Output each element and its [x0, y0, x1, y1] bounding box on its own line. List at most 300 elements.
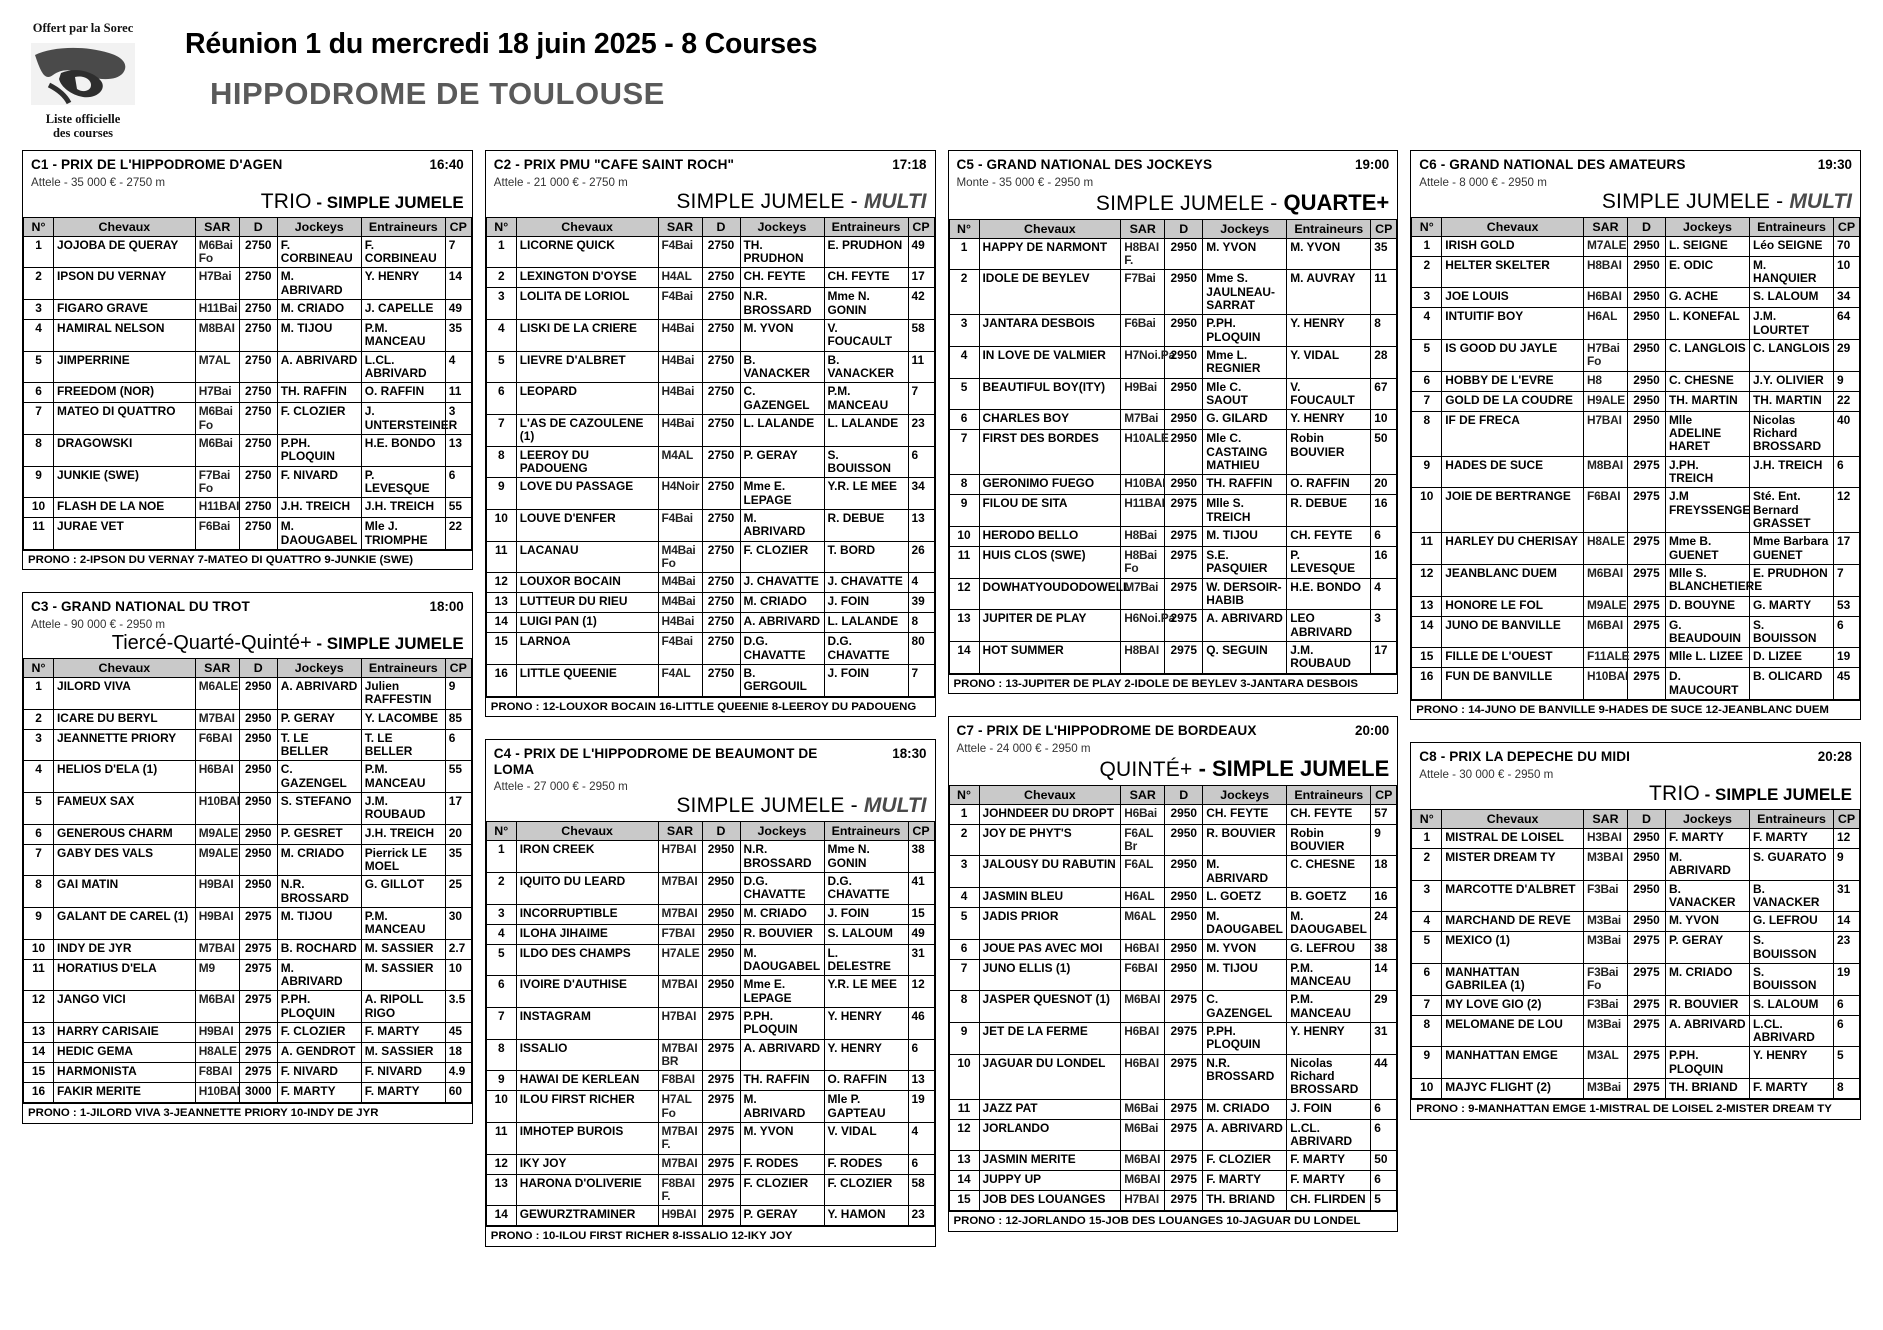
runner-jockey: F. CLOZIER	[740, 1174, 824, 1206]
table-row[interactable]	[949, 270, 1397, 315]
runner-horse: MANHATTAN GABRILEA (1)	[1442, 964, 1584, 996]
table-row[interactable]	[949, 939, 1397, 959]
table-row[interactable]	[949, 430, 1397, 475]
runner-horse: JOHNDEER DU DROPT	[979, 804, 1121, 824]
runner-horse: HONORE LE FOL	[1442, 596, 1584, 616]
table-row[interactable]	[949, 959, 1397, 991]
runner-trainer: J. FOIN	[824, 593, 908, 613]
runner-sar: H6BAI	[1121, 939, 1165, 959]
table-row[interactable]	[24, 908, 472, 940]
runner-cp: 55	[445, 498, 471, 518]
table-row[interactable]	[1412, 256, 1860, 288]
table-row[interactable]	[24, 1043, 472, 1063]
col-header-jockey: Jockeys	[740, 822, 824, 841]
table-row[interactable]	[486, 383, 934, 415]
table-row[interactable]	[24, 351, 472, 383]
table-row[interactable]	[486, 268, 934, 288]
col-header-cp: CP	[445, 659, 471, 678]
runner-cp: 34	[1834, 288, 1860, 308]
col-header-number: N°	[949, 785, 979, 804]
runner-trainer: D. LIZEE	[1750, 648, 1834, 668]
runner-distance: 2975	[1628, 564, 1666, 596]
table-row[interactable]	[949, 315, 1397, 347]
race-card	[22, 592, 473, 1123]
runner-sar: H11Bai	[195, 299, 239, 319]
col-header-distance: D	[1628, 810, 1666, 829]
table-row[interactable]	[24, 299, 472, 319]
runner-jockey: B. GERGOUIL	[740, 664, 824, 696]
table-row[interactable]	[486, 573, 934, 593]
runner-distance: 2975	[702, 1008, 740, 1040]
table-row[interactable]	[486, 478, 934, 510]
table-row[interactable]	[1412, 648, 1860, 668]
runner-cp: 18	[1371, 856, 1397, 888]
table-row[interactable]	[1412, 964, 1860, 996]
runner-number: 8	[1412, 1015, 1442, 1047]
table-row[interactable]	[486, 841, 934, 873]
runner-distance: 2975	[1628, 488, 1666, 533]
runner-trainer: B. GOETZ	[1287, 888, 1371, 908]
runner-number: 10	[486, 1091, 516, 1123]
runner-cp: 41	[908, 873, 934, 905]
runner-sar: H8Bai Fo	[1121, 546, 1165, 578]
runner-distance: 2975	[1165, 1023, 1203, 1055]
table-row[interactable]	[24, 268, 472, 300]
table-row[interactable]	[24, 959, 472, 991]
runner-sar: M4Bai Fo	[658, 541, 702, 573]
runner-number: 6	[486, 976, 516, 1008]
runner-sar: H6Noi.Pa	[1121, 610, 1165, 642]
race-header	[1411, 151, 1860, 189]
runner-jockey: J.H. TREICH	[277, 498, 361, 518]
runner-cp: 3	[445, 403, 471, 435]
table-row[interactable]	[24, 939, 472, 959]
table-row[interactable]	[1412, 995, 1860, 1015]
runner-trainer: J. UNTERSTEINER	[361, 403, 445, 435]
table-row[interactable]	[949, 526, 1397, 546]
table-header-row	[486, 217, 934, 236]
runner-number: 3	[24, 729, 54, 761]
runner-distance: 2750	[239, 434, 277, 466]
table-row[interactable]	[1412, 236, 1860, 256]
table-row[interactable]	[486, 1039, 934, 1071]
table-row[interactable]	[949, 546, 1397, 578]
runner-horse: JET DE LA FERME	[979, 1023, 1121, 1055]
runner-distance: 2750	[239, 299, 277, 319]
runner-horse: HAMIRAL NELSON	[54, 319, 196, 351]
runner-sar: M8BAI	[195, 319, 239, 351]
table-row[interactable]	[949, 1023, 1397, 1055]
runner-cp: 85	[445, 709, 471, 729]
table-row[interactable]	[949, 824, 1397, 856]
runner-number: 9	[24, 908, 54, 940]
runner-cp: 6	[1371, 1171, 1397, 1191]
table-row[interactable]	[486, 1091, 934, 1123]
runner-sar: H4Bai	[658, 414, 702, 446]
runner-jockey: Mme E. LEPAGE	[740, 976, 824, 1008]
runner-cp: 23	[908, 1206, 934, 1226]
runner-jockey: F. CLOZIER	[277, 403, 361, 435]
runner-jockey: M. CRIADO	[1203, 1099, 1287, 1119]
runner-jockey: S. STEFANO	[277, 793, 361, 825]
runner-distance: 2750	[702, 446, 740, 478]
race-conditions: Attele - 30 000 € - 2950 m	[1419, 768, 1554, 782]
table-row[interactable]	[1412, 371, 1860, 391]
table-row[interactable]	[1412, 288, 1860, 308]
table-row[interactable]	[949, 991, 1397, 1023]
runner-horse: FIRST DES BORDES	[979, 430, 1121, 475]
runner-horse: JASPER QUESNOT (1)	[979, 991, 1121, 1023]
table-row[interactable]	[1412, 849, 1860, 881]
runner-cp: 13	[908, 1071, 934, 1091]
table-row[interactable]	[24, 1083, 472, 1103]
table-row[interactable]	[1412, 456, 1860, 488]
runner-sar: M3Bai	[1584, 932, 1628, 964]
table-row[interactable]	[949, 1191, 1397, 1211]
runner-trainer: P.M. MANCEAU	[361, 908, 445, 940]
runner-trainer: H.E. BONDO	[361, 434, 445, 466]
table-row[interactable]	[1412, 1015, 1860, 1047]
runner-sar: H8BAI	[1584, 256, 1628, 288]
table-row[interactable]	[949, 410, 1397, 430]
table-row[interactable]	[949, 1099, 1397, 1119]
table-row[interactable]	[24, 709, 472, 729]
table-row[interactable]	[949, 1119, 1397, 1151]
runner-jockey: M. TIJOU	[1203, 959, 1287, 991]
runner-distance: 2975	[239, 991, 277, 1023]
table-row[interactable]	[949, 1054, 1397, 1099]
table-row[interactable]	[486, 1206, 934, 1226]
runner-trainer: T. BORD	[824, 541, 908, 573]
table-row[interactable]	[949, 346, 1397, 378]
table-row[interactable]	[24, 434, 472, 466]
runner-number: 6	[949, 939, 979, 959]
race-bet-types	[949, 755, 1398, 785]
racecourse-name: HIPPODROME DE TOULOUSE	[210, 76, 665, 111]
table-row[interactable]	[1412, 411, 1860, 456]
runner-number: 8	[24, 876, 54, 908]
table-row[interactable]	[1412, 533, 1860, 565]
runner-sar: H7Bai	[195, 383, 239, 403]
table-row[interactable]	[486, 873, 934, 905]
table-row[interactable]	[486, 319, 934, 351]
table-row[interactable]	[24, 793, 472, 825]
runner-trainer: F. MARTY	[1287, 1151, 1371, 1171]
table-row[interactable]	[949, 495, 1397, 527]
runner-sar: H11BAI	[195, 498, 239, 518]
runner-number: 4	[1412, 308, 1442, 340]
runner-sar: H9Bai	[1121, 378, 1165, 410]
table-header-row	[1412, 217, 1860, 236]
runner-cp: 49	[445, 299, 471, 319]
table-row[interactable]	[24, 518, 472, 550]
runner-distance: 2950	[702, 976, 740, 1008]
race-start-time: 19:00	[1355, 157, 1390, 172]
runner-horse: JUPITER DE PLAY	[979, 610, 1121, 642]
table-row[interactable]	[486, 541, 934, 573]
runner-horse: LUTTEUR DU RIEU	[516, 593, 658, 613]
table-row[interactable]	[486, 1174, 934, 1206]
table-row[interactable]	[1412, 308, 1860, 340]
col-header-cp: CP	[445, 217, 471, 236]
table-row[interactable]	[24, 403, 472, 435]
table-row[interactable]	[486, 976, 934, 1008]
runner-distance: 2750	[702, 319, 740, 351]
table-row[interactable]	[1412, 1079, 1860, 1099]
runner-number: 7	[24, 403, 54, 435]
table-row[interactable]	[24, 1063, 472, 1083]
col-header-sar: SAR	[195, 217, 239, 236]
table-row[interactable]	[949, 888, 1397, 908]
runner-sar: H6AL	[1584, 308, 1628, 340]
runner-jockey: L. LALANDE	[740, 414, 824, 446]
table-row[interactable]	[486, 1154, 934, 1174]
runner-jockey: F. NIVARD	[277, 1063, 361, 1083]
runner-distance: 2750	[239, 466, 277, 498]
runner-distance: 2950	[1628, 849, 1666, 881]
column-2	[485, 150, 936, 1330]
table-row[interactable]	[486, 1008, 934, 1040]
table-row[interactable]	[1412, 391, 1860, 411]
runner-trainer: Y. HENRY	[824, 1039, 908, 1071]
table-row[interactable]	[949, 475, 1397, 495]
runner-jockey: N.R. BROSSARD	[1203, 1054, 1287, 1099]
col-header-distance: D	[239, 659, 277, 678]
table-row[interactable]	[24, 466, 472, 498]
runner-number: 5	[949, 908, 979, 940]
table-row[interactable]	[949, 238, 1397, 270]
runner-cp: 12	[1834, 488, 1860, 533]
table-row[interactable]	[486, 446, 934, 478]
runner-horse: HARLEY DU CHERISAY	[1442, 533, 1584, 565]
runner-horse: ICARE DU BERYL	[54, 709, 196, 729]
runner-cp: 38	[1371, 939, 1397, 959]
bet-type-primary: SIMPLE JUMELE -	[1095, 191, 1284, 215]
runner-number: 13	[486, 593, 516, 613]
table-row[interactable]	[949, 908, 1397, 940]
runner-cp: 8	[1371, 315, 1397, 347]
table-header-row	[24, 217, 472, 236]
race-columns	[0, 150, 1883, 1330]
table-row[interactable]	[486, 633, 934, 665]
runner-trainer: M. DAOUGABEL	[1287, 908, 1371, 940]
table-row[interactable]	[486, 1122, 934, 1154]
runner-number: 5	[486, 944, 516, 976]
runner-distance: 2975	[1628, 964, 1666, 996]
table-row[interactable]	[949, 804, 1397, 824]
table-row[interactable]	[24, 876, 472, 908]
runner-jockey: C. CHESNE	[1666, 371, 1750, 391]
table-row[interactable]	[1412, 616, 1860, 648]
runner-horse: INCORRUPTIBLE	[516, 904, 658, 924]
runner-horse: LARNOA	[516, 633, 658, 665]
table-row[interactable]	[1412, 488, 1860, 533]
table-row[interactable]	[486, 664, 934, 696]
runner-horse: HARONA D'OLIVERIE	[516, 1174, 658, 1206]
runner-horse: FLASH DE LA NOE	[54, 498, 196, 518]
table-row[interactable]	[24, 319, 472, 351]
runner-sar: M6BAI	[1121, 1151, 1165, 1171]
table-row[interactable]	[24, 236, 472, 268]
table-row[interactable]	[949, 578, 1397, 610]
runner-jockey: M. YVON	[1666, 912, 1750, 932]
runner-number: 11	[486, 541, 516, 573]
runner-number: 1	[486, 236, 516, 268]
runner-number: 7	[949, 959, 979, 991]
runner-number: 3	[949, 315, 979, 347]
runner-trainer: J. CHAVATTE	[824, 573, 908, 593]
table-row[interactable]	[1412, 564, 1860, 596]
table-row[interactable]	[24, 383, 472, 403]
table-row[interactable]	[24, 678, 472, 710]
logo-top-text: Offert par la Sorec	[32, 21, 134, 35]
table-header-row	[949, 219, 1397, 238]
runner-horse: JAZZ PAT	[979, 1099, 1121, 1119]
runner-sar: H9BAI	[195, 908, 239, 940]
runner-distance: 2975	[1165, 1191, 1203, 1211]
runner-trainer: L.CL. ABRIVARD	[361, 351, 445, 383]
table-row[interactable]	[949, 1171, 1397, 1191]
prono-line: PRONO : 10-ILOU FIRST RICHER 8-ISSALIO 12-IKY JOY	[486, 1226, 935, 1246]
col-header-jockey: Jockeys	[277, 217, 361, 236]
runner-horse: HORATIUS D'ELA	[54, 959, 196, 991]
runner-cp: 58	[908, 1174, 934, 1206]
table-row[interactable]	[1412, 668, 1860, 700]
runners-table	[23, 658, 472, 1103]
runner-trainer: V. FOUCAULT	[1287, 378, 1371, 410]
runner-number: 7	[486, 414, 516, 446]
runner-cp: 24	[1371, 908, 1397, 940]
runner-distance: 2750	[702, 664, 740, 696]
col-header-jockey: Jockeys	[1203, 785, 1287, 804]
runner-distance: 2750	[702, 509, 740, 541]
runner-trainer: V. FOUCAULT	[824, 319, 908, 351]
table-row[interactable]	[949, 378, 1397, 410]
table-row[interactable]	[1412, 596, 1860, 616]
table-row[interactable]	[1412, 880, 1860, 912]
runner-cp: 3.5	[445, 991, 471, 1023]
runner-number: 6	[24, 383, 54, 403]
table-row[interactable]	[486, 613, 934, 633]
runner-sar: H6BAI	[1121, 1054, 1165, 1099]
runner-cp: 45	[445, 1023, 471, 1043]
runner-trainer: B. OLICARD	[1750, 668, 1834, 700]
table-row[interactable]	[1412, 339, 1860, 371]
table-row[interactable]	[486, 944, 934, 976]
table-row[interactable]	[24, 729, 472, 761]
runner-trainer: H.E. BONDO	[1287, 578, 1371, 610]
table-row[interactable]	[24, 991, 472, 1023]
runner-cp: 67	[1371, 378, 1397, 410]
runner-trainer: M. YVON	[1287, 238, 1371, 270]
table-row[interactable]	[24, 761, 472, 793]
table-row[interactable]	[486, 1071, 934, 1091]
runner-horse: LICORNE QUICK	[516, 236, 658, 268]
runner-cp: 53	[1834, 596, 1860, 616]
table-row[interactable]	[949, 856, 1397, 888]
runner-cp: 35	[1371, 238, 1397, 270]
table-row[interactable]	[24, 844, 472, 876]
runner-trainer: L. LALANDE	[824, 613, 908, 633]
table-row[interactable]	[486, 509, 934, 541]
table-row[interactable]	[486, 288, 934, 320]
column-4	[1410, 150, 1861, 1330]
table-row[interactable]	[24, 824, 472, 844]
runner-trainer: Léo SEIGNE	[1750, 236, 1834, 256]
runner-distance: 2950	[1628, 308, 1666, 340]
runner-sar: H7AL Fo	[658, 1091, 702, 1123]
runner-distance: 2975	[239, 1063, 277, 1083]
runner-distance: 2975	[239, 1023, 277, 1043]
runner-jockey: J. CHAVATTE	[740, 573, 824, 593]
runner-horse: JEANBLANC DUEM	[1442, 564, 1584, 596]
logo-bottom-line1: Liste officielle	[45, 112, 121, 126]
table-row[interactable]	[949, 641, 1397, 673]
runner-jockey: C. GAZENGEL	[1203, 991, 1287, 1023]
race-start-time: 19:30	[1817, 157, 1852, 172]
table-row[interactable]	[486, 593, 934, 613]
table-row[interactable]	[486, 904, 934, 924]
table-row[interactable]	[1412, 932, 1860, 964]
runner-number: 7	[24, 844, 54, 876]
table-row[interactable]	[1412, 1047, 1860, 1079]
runner-cp: 5	[1834, 1047, 1860, 1079]
table-row[interactable]	[486, 414, 934, 446]
runners-table	[1411, 809, 1860, 1099]
runner-cp: 9	[1371, 824, 1397, 856]
runner-number: 11	[1412, 533, 1442, 565]
runner-jockey: TH. BRIAND	[1203, 1191, 1287, 1211]
table-row[interactable]	[24, 1023, 472, 1043]
runner-cp: 11	[908, 351, 934, 383]
runner-trainer: S. BOUISSON	[1750, 932, 1834, 964]
runner-cp: 4	[445, 351, 471, 383]
table-row[interactable]	[486, 236, 934, 268]
runner-trainer: J.H. TREICH	[361, 824, 445, 844]
runner-cp: 25	[445, 876, 471, 908]
runner-cp: 64	[1834, 308, 1860, 340]
runner-trainer: Y. HENRY	[824, 1008, 908, 1040]
runner-distance: 2950	[1165, 856, 1203, 888]
runner-number: 11	[24, 959, 54, 991]
runner-distance: 2975	[702, 1039, 740, 1071]
table-row[interactable]	[24, 498, 472, 518]
table-row[interactable]	[1412, 912, 1860, 932]
runner-distance: 2975	[702, 1154, 740, 1174]
runner-distance: 2950	[1165, 824, 1203, 856]
runner-number: 10	[949, 1054, 979, 1099]
table-row[interactable]	[949, 1151, 1397, 1171]
table-row[interactable]	[486, 924, 934, 944]
runner-horse: LUIGI PAN (1)	[516, 613, 658, 633]
runner-sar: H8ALE	[195, 1043, 239, 1063]
table-row[interactable]	[1412, 829, 1860, 849]
runner-number: 13	[1412, 596, 1442, 616]
runner-sar: H9BAI	[658, 1206, 702, 1226]
runner-trainer: P.M. MANCEAU	[361, 319, 445, 351]
runner-cp: 57	[1371, 804, 1397, 824]
race-title: C2 - PRIX PMU "CAFE SAINT ROCH"	[493, 157, 735, 172]
runner-horse: IRISH GOLD	[1442, 236, 1584, 256]
runner-jockey: R. BOUVIER	[740, 924, 824, 944]
runner-number: 1	[1412, 829, 1442, 849]
horse-logo-icon	[31, 43, 135, 105]
runner-cp: 50	[1371, 430, 1397, 475]
runner-jockey: TH. MARTIN	[1666, 391, 1750, 411]
race-title: C4 - PRIX DE L'HIPPODROME DE BEAUMONT DE LOMA	[493, 746, 818, 777]
table-row[interactable]	[949, 610, 1397, 642]
table-row[interactable]	[486, 351, 934, 383]
